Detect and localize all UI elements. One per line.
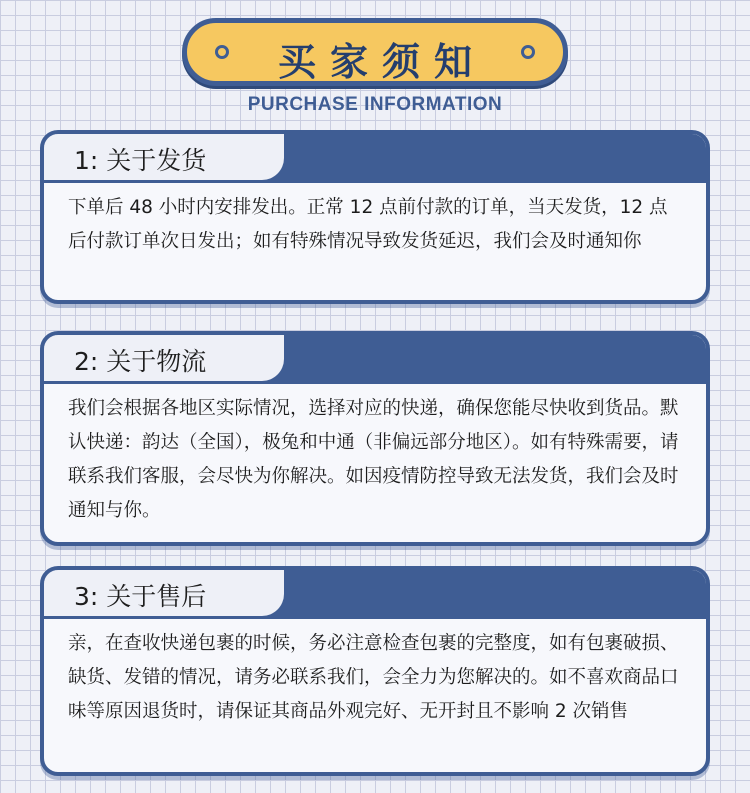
section-title: 2: 关于物流	[74, 347, 207, 376]
section-title-tab	[44, 134, 284, 180]
section-header	[44, 134, 706, 180]
section-header	[44, 570, 706, 616]
page-title: 买家须知	[277, 39, 486, 84]
section-header	[44, 335, 706, 381]
section-body: 亲，在查收快递包裹的时候，务必注意检查包裹的完整度，如有包裹破损、缺货、发错的情况，请务必联系我们，会全力为您解决的。如不喜欢商品口味等原因退货时，请保证其商品外观完好、无开封且不影响 2 次销售	[44, 616, 706, 729]
section-title-tab	[44, 570, 284, 616]
page-subtitle: PURCHASE INFORMATION	[247, 94, 503, 115]
section-title-tab	[44, 335, 284, 381]
section-body: 下单后 48 小时内安排发出。正常 12 点前付款的订单，当天发货，12 点后付款订单次日发出；如有特殊情况导致发货延迟，我们会及时通知你	[44, 180, 706, 259]
title-banner	[182, 18, 568, 86]
circle-ornament-icon	[521, 45, 535, 59]
section-title: 3: 关于售后	[74, 582, 207, 611]
after-sales-section-card	[40, 566, 710, 776]
shipping-section-card	[40, 130, 710, 304]
logistics-section-card	[40, 331, 710, 546]
section-title: 1: 关于发货	[74, 146, 207, 175]
section-body: 我们会根据各地区实际情况，选择对应的快递，确保您能尽快收到货品。默认快递：韵达（全国），极兔和中通（非偏远部分地区）。如有特殊需要，请联系我们客服，会尽快为你解决。如因疫情防控导致无法发货，我们会及时通知与你。	[44, 381, 706, 528]
